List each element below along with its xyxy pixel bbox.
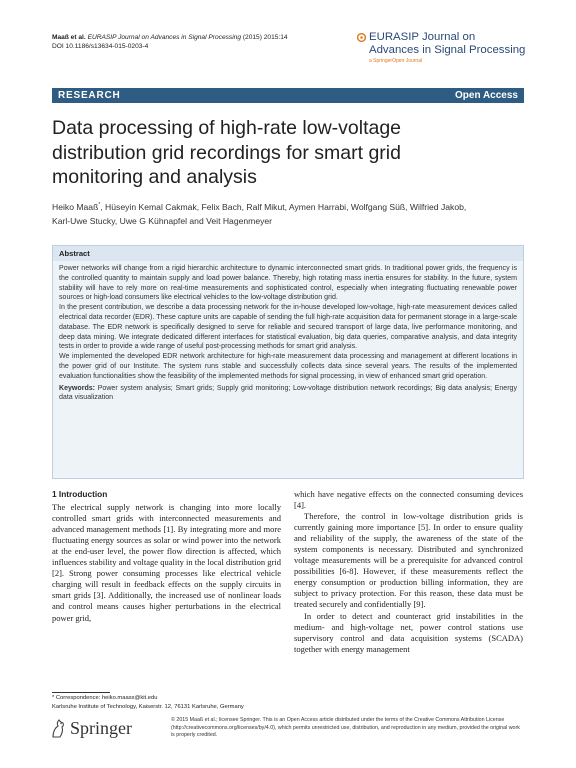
citation-header: [52, 33, 288, 51]
title-line: monitoring and analysis: [52, 166, 257, 188]
title-line: Data processing of high-rate low-voltage: [52, 117, 402, 139]
keywords: [59, 384, 517, 404]
open-access-label: Open Access: [455, 90, 518, 101]
license-text: © 2015 Maaß et al.; licensee Springer. This is an Open Access article distributed under the terms of the Creative Commons Attribution License (http://creativecommons.org/licenses/by/4.0), which permits unrestricted use, distribution, and reproduction in any medium, provided the original work is properly credited.: [171, 717, 520, 739]
abstract-paragraph: We implemented the developed EDR network architecture for high-rate measurement data processing and management at different locations in the power grid of our Institute. The system runs stable and successfully collects data since several years. The results of the implemented evaluation functionalities show the feasibility of the implemented methods for signal processing, in view of enhanced smart grid operation.: [59, 353, 517, 380]
journal-logo-sub: a SpringerOpen Journal: [369, 58, 423, 65]
article-title: [52, 116, 522, 190]
citation-authors: Maaß et al.: [52, 34, 86, 41]
body-paragraph: The electrical supply network is changing into more locally controlled smart grids with interconnected measurements and advanced management methods [1]. By integrating more and more fluctuating energy sources as solar or wind power into the network at the end-user level, the power flow direction is affected, which influences stability and voltage quality in the local distribution grid [2]. Strong power consuming processes like electrical vehicle charging will result in feedback effects on the supply circuits in smart grids [3]. Additionally, the increased use of nonlinear loads and control means causes higher perturbations in the electrical power grid,: [52, 502, 281, 623]
affiliation: Karlsruhe Institute of Technology, Kaiserstr. 12, 76131 Karlsruhe, Germany: [52, 703, 244, 710]
author-list: [52, 198, 524, 229]
abstract-heading: Abstract: [53, 246, 523, 261]
springer-logo[interactable]: [50, 718, 132, 739]
corresponding-author[interactable]: Heiko Maaß: [52, 201, 99, 212]
title-line: distribution grid recordings for smart grid: [52, 141, 401, 164]
abstract-paragraph: In the present contribution, we describe a data processing network for the in-house developed low-voltage, high-rate measurement devices called electrical data recorder (EDR). These capture units are capable of sending the full high-rate acquisition data for permanent storage in a large-scale database. The EDR network is specifically designed to serve for reliable and secured transport of large data, live performance monitoring, and deep data mining. We integrate dedicated different interfaces for statistical evaluation, big data queries, comparative analysis, and data integrity tests in order to provide a wide range of useful post-processing methods for smart grid analysis.: [59, 304, 517, 351]
citation-journal: EURASIP Journal on Advances in Signal Processing: [87, 34, 242, 41]
footnote-rule: [52, 692, 110, 693]
keywords-list: Power system analysis; Smart grids; Supply grid monitoring; Low-voltage distribution network recordings; Big data analysis; Energy data visualization: [59, 384, 517, 402]
body-column-right: [294, 489, 523, 655]
springer-wordmark: Springer: [70, 718, 132, 738]
citation-line: [52, 33, 288, 42]
springer-horse-icon: [50, 719, 66, 739]
abstract-paragraph: Power networks will change from a rigid hierarchic architecture to dynamic interconnected smart grids. In traditional power grids, the frequency is the controlled quantity to maintain supply and load power balance. Thereby, high rotating mass inertia ensures for stability. In the future, system stability will have to rely more on real-time measurements and sophisticated control, especially when integrating fluctuating renewable power sources or high-load consumers like electrical vehicles to the low-voltage distribution grid.: [59, 265, 517, 302]
author-names: Karl-Uwe Stucky, Uwe G Kühnapfel and Veit Hagenmeyer: [52, 216, 273, 227]
journal-logo-icon: [357, 33, 366, 42]
body-column-left: [52, 489, 281, 624]
body-paragraph: In order to detect and counteract grid instabilities in the medium- and high-voltage net, power control stations use supervisory control and data acquisition systems (SCADA) together with energy management: [294, 610, 523, 654]
journal-logo-line1: EURASIP Journal on: [369, 31, 476, 43]
doi[interactable]: DOI 10.1186/s13634-015-0203-4: [52, 43, 149, 50]
body-paragraph: Therefore, the control in low-voltage distribution grids is currently gaining more importance [5]. In order to ensure quality and reliability of the supply, the awareness of the state of the system components is necessary. Distributed and synchronized voltage measurements will be a prerequisite for advanced control possibilities [6-8]. However, if these measurements reflect the energy consumption or production billing information, they are subject to privacy protection. For this reason, these data must be treated securely and confidentially [9].: [294, 511, 523, 610]
journal-logo-line2: Advances in Signal Processing: [369, 43, 526, 56]
article-type-bar: [52, 88, 524, 103]
abstract-box: [52, 245, 524, 479]
corresponding-mark: *: [98, 202, 101, 208]
citation-volume: (2015) 2015:14: [241, 34, 288, 41]
keywords-label: Keywords:: [59, 384, 96, 392]
correspondence-email[interactable]: * Correspondence: heiko.maass@kit.edu: [52, 695, 158, 701]
journal-logo[interactable]: [357, 31, 532, 64]
footnote: [52, 694, 282, 711]
section-heading: 1 Introduction: [52, 489, 108, 499]
article-type-label: RESEARCH: [58, 90, 121, 101]
body-paragraph: which have negative effects on the connected consuming devices [4].: [294, 489, 523, 511]
author-names: , Hüseyin Kemal Cakmak, Felix Bach, Ralf Mikut, Aymen Harrabi, Wolfgang Süß, Wilfried Jakob,: [100, 201, 467, 212]
